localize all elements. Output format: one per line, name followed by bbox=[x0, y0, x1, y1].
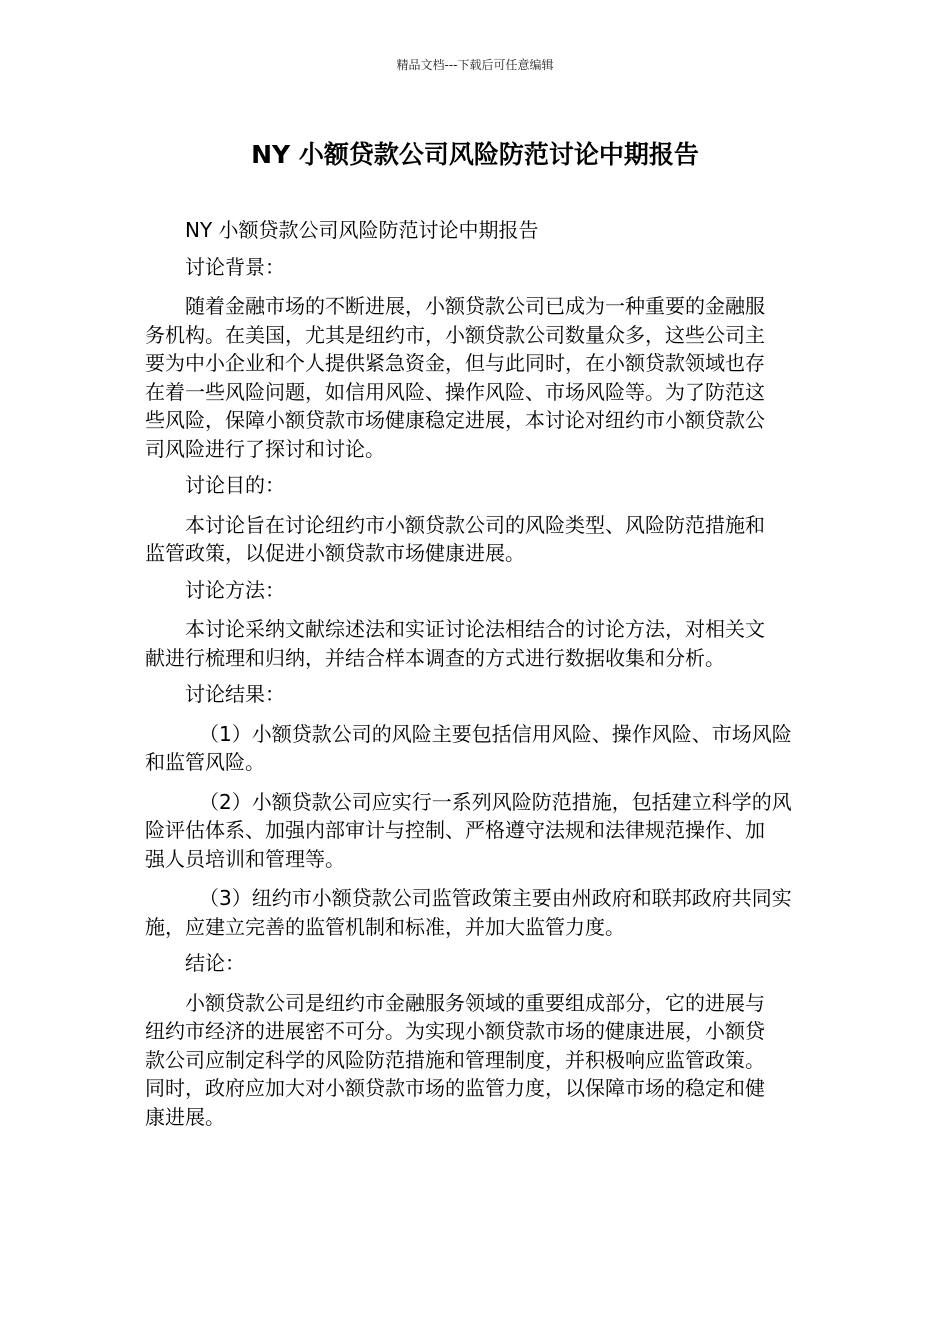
text-line: 施，应建立完善的监管机制和标准，并加大监管力度。 bbox=[145, 914, 625, 939]
text-line: 献进行梳理和归纳，并结合样本调查的方式进行数据收集和分析。 bbox=[145, 645, 725, 670]
purpose-heading: 讨论目的： bbox=[185, 473, 285, 497]
text-line: 同时，政府应加大对小额贷款市场的监管力度，以保障市场的稳定和健 bbox=[145, 1076, 765, 1100]
text-line: 在着一些风险问题，如信用风险、操作风险、市场风险等。为了防范这 bbox=[145, 379, 765, 404]
page-header: 精品文档---下载后可任意编辑 bbox=[396, 58, 554, 72]
text-line: 务机构。在美国，尤其是纽约市，小额贷款公司数量众多，这些公司主 bbox=[145, 322, 765, 347]
conclusion-paragraph bbox=[145, 989, 807, 1132]
result-item-2 bbox=[145, 788, 807, 874]
text-line: 强人员培训和管理等。 bbox=[145, 846, 345, 871]
method-paragraph bbox=[145, 615, 807, 672]
text-line: 随着金融市场的不断进展，小额贷款公司已成为一种重要的金融服 bbox=[185, 294, 765, 318]
text-line: 纽约市经济的进展密不可分。为实现小额贷款市场的健康进展，小额贷 bbox=[145, 1019, 765, 1043]
text-line: （1）小额贷款公司的风险主要包括信用风险、操作风险、市场风险 bbox=[199, 721, 792, 746]
text-line: 要为中小企业和个人提供紧急资金，但与此同时，在小额贷款领域也存 bbox=[145, 351, 765, 375]
text-line: 险评估体系、加强内部审计与控制、严格遵守法规和法律规范操作、加 bbox=[145, 818, 765, 842]
text-line: 款公司应制定科学的风险防范措施和管理制度，并积极响应监管政策。 bbox=[145, 1047, 765, 1072]
text-line: 监管政策，以促进小额贷款市场健康进展。 bbox=[145, 541, 525, 565]
text-line: 小额贷款公司是纽约市金融服务领域的重要组成部分，它的进展与 bbox=[185, 990, 765, 1015]
document-body bbox=[145, 216, 807, 1131]
text-line: （2）小额贷款公司应实行一系列风险防范措施，包括建立科学的风 bbox=[199, 789, 792, 814]
method-heading: 讨论方法： bbox=[185, 577, 285, 602]
text-line: 本讨论采纳文献综述法和实证讨论法相结合的讨论方法，对相关文 bbox=[185, 617, 765, 641]
text-line: 司风险进行了探讨和讨论。 bbox=[145, 436, 385, 461]
purpose-paragraph bbox=[145, 511, 807, 568]
background-paragraph bbox=[145, 292, 807, 463]
document-title: NY 小额贷款公司风险防范讨论中期报告 bbox=[251, 140, 699, 169]
text-line: （3）纽约市小额贷款公司监管政策主要由州政府和联邦政府共同实 bbox=[199, 886, 792, 910]
text-line: 和监管风险。 bbox=[145, 750, 265, 774]
document-subtitle: NY 小额贷款公司风险防范讨论中期报告 bbox=[185, 218, 539, 242]
result-item-3 bbox=[145, 884, 807, 941]
text-line: 康进展。 bbox=[145, 1104, 225, 1129]
result-item-1 bbox=[145, 720, 807, 777]
text-line: 本讨论旨在讨论纽约市小额贷款公司的风险类型、风险防范措施和 bbox=[185, 512, 765, 537]
text-line: 些风险，保障小额贷款市场健康稳定进展，本讨论对纽约市小额贷款公 bbox=[145, 408, 765, 432]
results-heading: 讨论结果： bbox=[185, 682, 285, 706]
conclusion-heading: 结论： bbox=[185, 951, 245, 975]
background-heading: 讨论背景： bbox=[185, 254, 285, 279]
